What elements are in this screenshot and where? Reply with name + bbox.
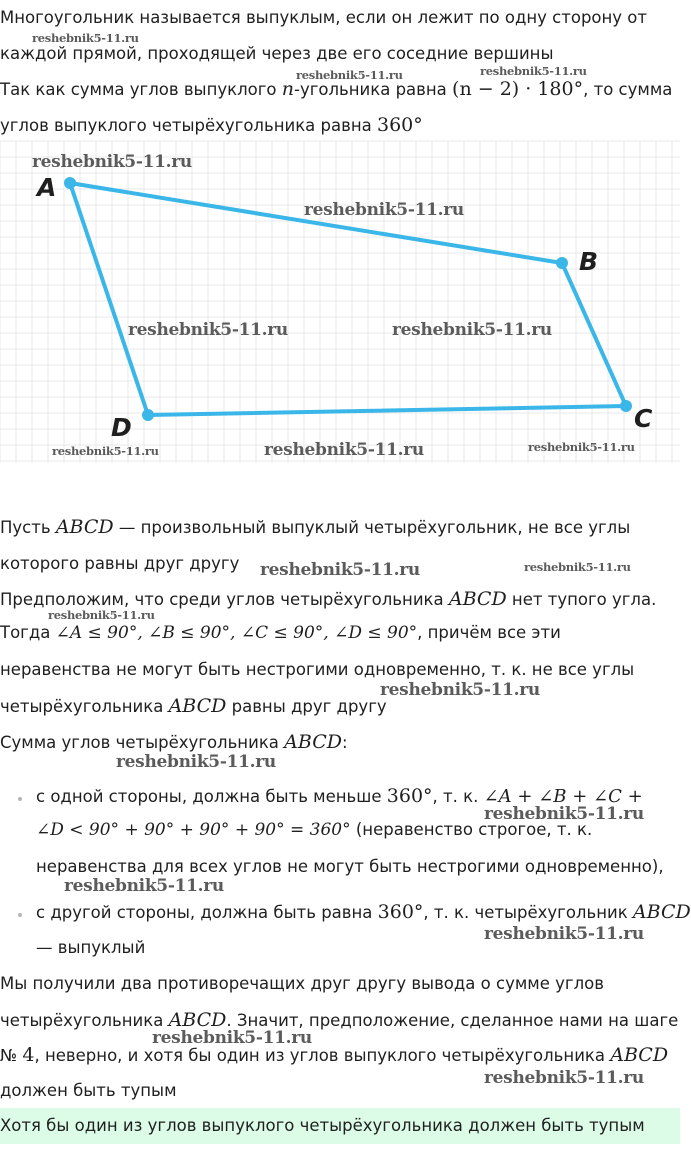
vertex-a-point <box>64 177 76 189</box>
proof-line-5: неравенства не могут быть нестрогими одновременно, т. к. не все углы <box>0 660 635 679</box>
watermark: reshebnik5-11.ru <box>152 1028 312 1048</box>
bullet-1-marker <box>18 797 22 801</box>
vertex-d-label: D <box>111 413 132 442</box>
conclusion-line-2: четырёхугольника ABCD. Значит, предположение, сделанное нами на шаге <box>0 1009 679 1031</box>
watermark: reshebnik5-11.ru <box>32 152 192 172</box>
watermark: reshebnik5-11.ru <box>116 752 276 772</box>
intro-line-3: Так как сумма углов выпуклого n-угольника равна (n − 2) · 180°, то сумма <box>0 78 673 100</box>
watermark: reshebnik5-11.ru <box>304 200 464 220</box>
answer-box <box>0 1108 680 1144</box>
proof-line-3: Предположим, что среди углов четырёхугольника ABCD нет тупого угла. <box>0 588 657 610</box>
bullet-2-line-1: с другой стороны, должна быть равна 360°, т. к. четырёхугольник ABCD <box>36 901 691 923</box>
watermark: reshebnik5-11.ru <box>380 680 540 700</box>
vertex-c-label: C <box>634 404 653 433</box>
bullet-2-marker <box>18 913 22 917</box>
conclusion-line-1: Мы получили два противоречащих друг другу вывода о сумме углов <box>0 974 604 993</box>
proof-line-1: Пусть ABCD — произвольный выпуклый четырёхугольник, не все углы <box>0 516 631 538</box>
watermark: reshebnik5-11.ru <box>260 560 420 580</box>
watermark: reshebnik5-11.ru <box>484 1068 644 1088</box>
intro-line-1: Многоугольник называется выпуклым, если он лежит по одну сторону от <box>0 8 648 27</box>
answer-text: Хотя бы один из углов выпуклого четырёхугольника должен быть тупым <box>0 1116 645 1135</box>
watermark: reshebnik5-11.ru <box>296 68 403 82</box>
proof-line-7: Сумма углов четырёхугольника ABCD: <box>0 731 348 753</box>
watermark: reshebnik5-11.ru <box>528 440 635 454</box>
watermark: reshebnik5-11.ru <box>128 320 288 340</box>
watermark: reshebnik5-11.ru <box>48 608 155 622</box>
watermark: reshebnik5-11.ru <box>524 560 631 574</box>
proof-line-2: которого равны друг другу <box>0 554 240 573</box>
intro-line-4: углов выпуклого четырёхугольника равна 360° <box>0 114 423 136</box>
watermark: reshebnik5-11.ru <box>484 924 644 944</box>
watermark: reshebnik5-11.ru <box>480 64 587 78</box>
vertex-b-point <box>556 257 568 269</box>
watermark: reshebnik5-11.ru <box>32 31 139 45</box>
watermark: reshebnik5-11.ru <box>64 876 224 896</box>
conclusion-line-4: должен быть тупым <box>0 1081 177 1100</box>
bullet-2-line-2: — выпуклый <box>36 938 146 957</box>
bullet-1-line-1: с одной стороны, должна быть меньше 360°, т. к. ∠A + ∠B + ∠C + <box>36 785 643 807</box>
vertex-a-label: A <box>37 173 57 202</box>
watermark: reshebnik5-11.ru <box>392 320 552 340</box>
vertex-c-point <box>620 400 632 412</box>
bullet-1-line-3: неравенства для всех углов не могут быть нестрогими одновременно), <box>36 857 664 876</box>
vertex-b-label: B <box>579 247 599 276</box>
intro-line-2: каждой прямой, проходящей через две его соседние вершины <box>0 44 554 63</box>
proof-line-6: четырёхугольника ABCD равны друг другу <box>0 695 387 717</box>
vertex-d-point <box>142 409 154 421</box>
bullet-1-line-2: ∠D < 90° + 90° + 90° + 90° = 360° (неравенство строгое, т. к. <box>36 820 593 840</box>
proof-line-4: Тогда ∠A ≤ 90°, ∠B ≤ 90°, ∠C ≤ 90°, ∠D ≤ 90°, причём все эти <box>0 623 561 643</box>
conclusion-line-3: № 4, неверно, и хотя бы один из углов выпуклого четырёхугольника ABCD <box>0 1044 669 1066</box>
watermark: reshebnik5-11.ru <box>52 444 159 458</box>
watermark: reshebnik5-11.ru <box>484 804 644 824</box>
quadrilateral-figure <box>0 141 680 463</box>
watermark: reshebnik5-11.ru <box>264 440 424 460</box>
